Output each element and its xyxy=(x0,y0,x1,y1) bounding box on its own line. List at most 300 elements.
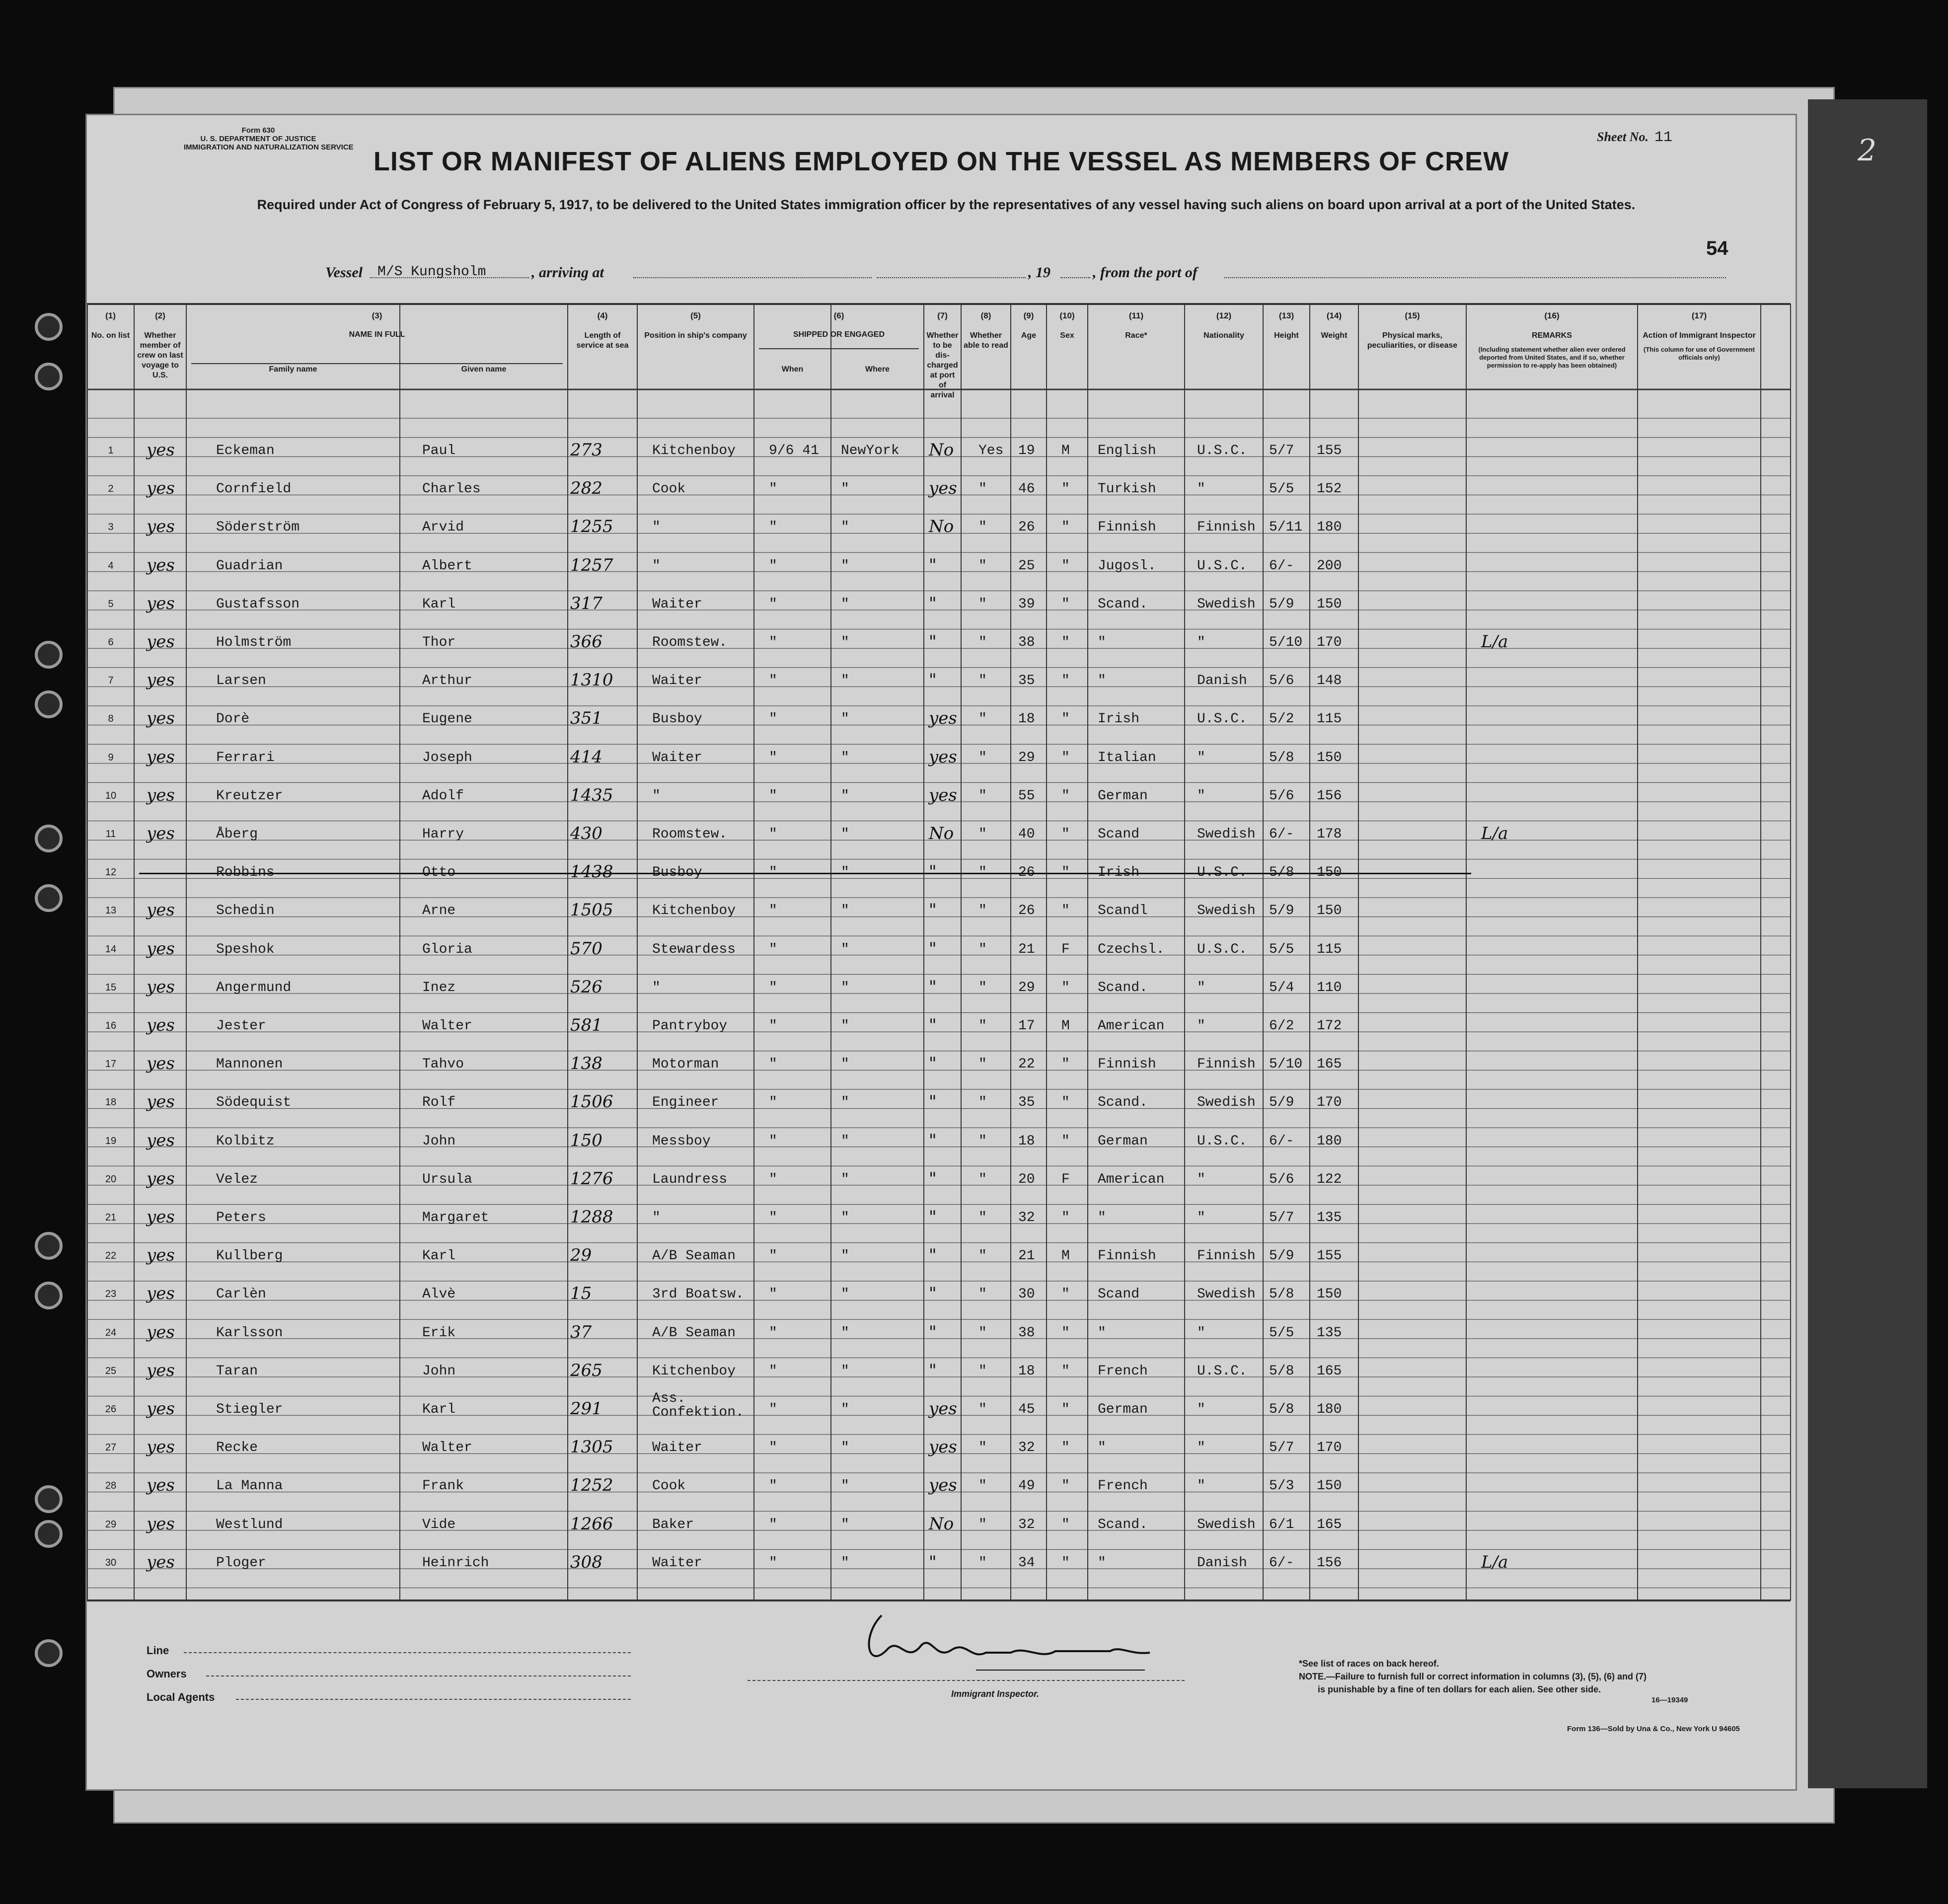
binder-hole xyxy=(35,1639,63,1667)
shipped-when-cell: " xyxy=(769,1363,777,1379)
nationality-cell: Swedish xyxy=(1197,1095,1256,1111)
weight-cell: 170 xyxy=(1317,1095,1342,1111)
position-cell: Cook xyxy=(652,481,686,497)
weight-cell: 170 xyxy=(1317,635,1342,650)
race-cell: Jugosl. xyxy=(1098,558,1156,574)
able-to-read-cell: " xyxy=(978,673,987,689)
shipped-when-cell: " xyxy=(769,1440,777,1456)
weight-cell: 156 xyxy=(1317,788,1342,804)
race-cell: Scandl xyxy=(1098,903,1148,919)
able-to-read-cell: " xyxy=(978,1325,987,1341)
height-cell: 5/6 xyxy=(1269,1171,1294,1187)
page-number: 54 xyxy=(1706,237,1728,259)
row-number-cell: 9 xyxy=(108,752,114,763)
given-name-cell: Alvè xyxy=(422,1287,456,1302)
local-agents-label: Local Agents xyxy=(147,1691,215,1703)
given-name-cell: Joseph xyxy=(422,750,472,765)
nationality-cell: " xyxy=(1197,1210,1205,1225)
given-name-cell: Arthur xyxy=(422,673,472,689)
weight-cell: 170 xyxy=(1317,1440,1342,1456)
shipped-where-cell: " xyxy=(841,1287,849,1302)
crew-last-voyage-cell: yes xyxy=(147,1284,175,1304)
column-number: (11) xyxy=(1128,311,1144,320)
height-cell: 5/9 xyxy=(1269,596,1294,612)
race-cell: German xyxy=(1098,788,1148,804)
weight-cell: 180 xyxy=(1317,1402,1342,1417)
race-cell: " xyxy=(1098,635,1106,650)
height-cell: 5/9 xyxy=(1269,1095,1294,1111)
binder-hole xyxy=(35,1282,63,1309)
shipped-when-cell: " xyxy=(769,481,777,497)
crew-last-voyage-cell: yes xyxy=(147,1245,175,1266)
height-cell: 5/10 xyxy=(1269,1057,1303,1072)
crew-last-voyage-cell: yes xyxy=(147,1360,175,1380)
crew-last-voyage-cell: yes xyxy=(147,1130,175,1150)
shipped-where-cell: " xyxy=(841,865,849,881)
penalty-note-1: NOTE.—Failure to furnish full or correct information in columns (3), (5), (6) and (7) xyxy=(1299,1672,1647,1681)
nationality-cell: " xyxy=(1197,481,1205,497)
agency-line-2: IMMIGRATION AND NATURALIZATION SERVICE xyxy=(184,143,354,152)
able-to-read-cell: " xyxy=(978,1287,987,1302)
position-cell: Stewardess xyxy=(652,941,736,957)
race-cell: Irish xyxy=(1098,711,1140,727)
shipped-where-cell: " xyxy=(841,788,849,804)
shipped-when-cell: 9/6 41 xyxy=(769,443,819,458)
position-cell: Pantryboy xyxy=(652,1018,728,1034)
sex-cell: " xyxy=(1061,1517,1070,1532)
family-name-cell: La Manna xyxy=(216,1478,283,1494)
able-to-read-cell: " xyxy=(978,1095,987,1111)
family-name-cell: Robbins xyxy=(216,865,275,881)
able-to-read-cell: " xyxy=(978,1517,987,1532)
height-cell: 5/8 xyxy=(1269,1287,1294,1302)
service-length-cell: 1257 xyxy=(570,555,613,575)
shipped-where-cell: " xyxy=(841,1402,849,1417)
service-length-cell: 414 xyxy=(570,747,602,767)
binder-hole xyxy=(35,313,63,341)
family-name-cell: Angermund xyxy=(216,980,292,995)
nationality-cell: Danish xyxy=(1197,1555,1247,1571)
race-cell: " xyxy=(1098,673,1106,689)
sheet-number-value: 11 xyxy=(1654,129,1673,146)
row-number-cell: 22 xyxy=(105,1250,117,1262)
nationality-cell: Swedish xyxy=(1197,827,1256,842)
inspector-line xyxy=(748,1679,1185,1681)
column-header: Whether able to read xyxy=(964,331,1008,350)
crew-last-voyage-cell: yes xyxy=(147,593,175,613)
age-cell: 32 xyxy=(1018,1440,1035,1456)
weight-cell: 200 xyxy=(1317,558,1342,574)
family-name-cell: Speshok xyxy=(216,941,275,957)
position-cell: Kitchenboy xyxy=(652,1363,736,1379)
discharge-cell: No xyxy=(929,517,954,537)
shipped-where-cell: " xyxy=(841,558,849,574)
weight-cell: 150 xyxy=(1317,903,1342,919)
column-number: (12) xyxy=(1216,311,1232,320)
age-cell: 45 xyxy=(1018,1402,1035,1417)
family-name-cell: Kullberg xyxy=(216,1248,283,1264)
height-cell: 5/8 xyxy=(1269,865,1294,881)
page-title: LIST OR MANIFEST OF ALIENS EMPLOYED ON THE VESSEL AS MEMBERS OF CREW xyxy=(373,147,1509,176)
discharge-cell: " xyxy=(929,938,937,959)
row-number-cell: 10 xyxy=(105,790,117,801)
row-number-cell: 12 xyxy=(105,867,117,878)
age-cell: 26 xyxy=(1018,520,1035,535)
height-cell: 6/2 xyxy=(1269,1018,1294,1034)
discharge-cell: No xyxy=(929,440,954,460)
shipped-where-cell: " xyxy=(841,827,849,842)
position-cell: Engineer xyxy=(652,1095,719,1111)
able-to-read-cell: " xyxy=(978,635,987,650)
race-cell: English xyxy=(1098,443,1156,458)
shipped-when-cell: " xyxy=(769,596,777,612)
discharge-cell: " xyxy=(929,1207,937,1227)
age-cell: 35 xyxy=(1018,1095,1035,1111)
crew-last-voyage-cell: yes xyxy=(147,440,175,460)
discharge-cell: " xyxy=(929,1054,937,1074)
weight-cell: 150 xyxy=(1317,750,1342,765)
age-cell: 17 xyxy=(1018,1018,1035,1034)
column-header: Whether member of crew on last voyage to U.S. xyxy=(137,331,183,380)
race-cell: Scand. xyxy=(1098,596,1148,612)
nationality-cell: " xyxy=(1197,1171,1205,1187)
weight-cell: 150 xyxy=(1317,1478,1342,1494)
family-name-cell: Kreutzer xyxy=(216,788,283,804)
shipped-when-cell: " xyxy=(769,520,777,535)
column-header: Position in ship's company xyxy=(644,331,747,340)
family-name-cell: Carlèn xyxy=(216,1287,266,1302)
manifest-sheet xyxy=(87,115,1796,1789)
vessel-name: M/S Kungsholm xyxy=(377,264,486,280)
shipped-when-cell: " xyxy=(769,1478,777,1494)
crew-last-voyage-cell: yes xyxy=(147,632,175,652)
family-name-cell: Dorè xyxy=(216,711,250,727)
row-number-cell: 11 xyxy=(105,829,116,839)
able-to-read-cell: " xyxy=(978,1248,987,1264)
family-name-cell: Velez xyxy=(216,1171,258,1187)
race-cell: American xyxy=(1098,1018,1165,1034)
service-length-cell: 1505 xyxy=(570,900,613,920)
position-cell: Waiter xyxy=(652,596,702,612)
family-name-cell: Gustafsson xyxy=(216,596,300,612)
weight-cell: 155 xyxy=(1317,443,1342,458)
given-name-cell: Heinrich xyxy=(422,1555,489,1571)
crew-last-voyage-cell: yes xyxy=(147,517,175,537)
given-name-cell: Karl xyxy=(422,1402,456,1417)
sex-cell: " xyxy=(1061,1402,1070,1417)
shipped-where-cell: " xyxy=(841,1210,849,1225)
service-length-cell: 15 xyxy=(570,1284,592,1304)
nationality-cell: Swedish xyxy=(1197,596,1256,612)
sex-cell: " xyxy=(1061,673,1070,689)
sex-cell: " xyxy=(1061,635,1070,650)
weight-cell: 110 xyxy=(1317,980,1342,995)
discharge-cell: yes xyxy=(929,1437,957,1457)
sex-cell: " xyxy=(1061,1440,1070,1456)
given-name-cell: Erik xyxy=(422,1325,456,1341)
column-header: No. on list xyxy=(91,331,130,340)
column-number: (16) xyxy=(1544,311,1560,320)
race-cell: Scand. xyxy=(1098,980,1148,995)
line-field xyxy=(184,1651,631,1653)
race-cell: Scand xyxy=(1098,827,1140,842)
discharge-cell: No xyxy=(929,1514,954,1534)
row-number-cell: 4 xyxy=(108,560,114,571)
binder-hole xyxy=(35,363,63,390)
shipped-when-cell: " xyxy=(769,1287,777,1302)
column-number: (17) xyxy=(1691,311,1707,320)
height-cell: 5/5 xyxy=(1269,1325,1294,1341)
discharge-cell: " xyxy=(929,1552,937,1572)
age-cell: 29 xyxy=(1018,750,1035,765)
crew-last-voyage-cell: yes xyxy=(147,478,175,499)
shipped-when-cell: " xyxy=(769,1095,777,1111)
position-cell: Messboy xyxy=(652,1133,711,1149)
nationality-cell: " xyxy=(1197,1018,1205,1034)
column-number: (8) xyxy=(980,311,991,320)
sex-cell: " xyxy=(1061,711,1070,727)
binder-hole xyxy=(35,1485,63,1513)
sex-cell: " xyxy=(1061,1555,1070,1571)
weight-cell: 165 xyxy=(1317,1363,1342,1379)
weight-cell: 122 xyxy=(1317,1171,1342,1187)
service-length-cell: 317 xyxy=(570,593,602,613)
shipped-when-cell: " xyxy=(769,903,777,919)
shipped-when-cell: " xyxy=(769,1171,777,1187)
able-to-read-cell: " xyxy=(978,558,987,574)
row-number-cell: 6 xyxy=(108,637,114,648)
crew-last-voyage-cell: yes xyxy=(147,977,175,997)
shipped-where-cell: " xyxy=(841,596,849,612)
row-number-cell: 18 xyxy=(105,1097,117,1108)
service-length-cell: 430 xyxy=(570,824,602,843)
crew-last-voyage-cell: yes xyxy=(147,1514,175,1534)
race-cell: Irish xyxy=(1098,865,1140,881)
sex-cell: " xyxy=(1061,903,1070,919)
height-cell: 5/8 xyxy=(1269,1363,1294,1379)
shipped-when-cell: " xyxy=(769,980,777,995)
sex-cell: F xyxy=(1061,941,1070,957)
shipped-where-cell: " xyxy=(841,673,849,689)
column-number: (10) xyxy=(1059,311,1075,320)
shipped-when-cell: " xyxy=(769,1517,777,1532)
shipped-where-cell: " xyxy=(841,980,849,995)
age-cell: 21 xyxy=(1018,941,1035,957)
crew-last-voyage-cell: yes xyxy=(147,1475,175,1496)
given-name-cell: Arne xyxy=(422,903,456,919)
position-cell: Roomstew. xyxy=(652,635,728,650)
age-cell: 29 xyxy=(1018,980,1035,995)
crew-last-voyage-cell: yes xyxy=(147,1168,175,1189)
age-cell: 40 xyxy=(1018,827,1035,842)
family-name-cell: Peters xyxy=(216,1210,266,1225)
given-name-cell: Otto xyxy=(422,865,456,881)
given-name-cell: Karl xyxy=(422,1248,456,1264)
weight-cell: 172 xyxy=(1317,1018,1342,1034)
discharge-cell: " xyxy=(929,670,937,690)
shipped-when-cell: " xyxy=(769,673,777,689)
crew-last-voyage-cell: yes xyxy=(147,1437,175,1457)
weight-cell: 135 xyxy=(1317,1325,1342,1341)
column-header: Weight xyxy=(1321,331,1348,340)
height-cell: 5/3 xyxy=(1269,1478,1294,1494)
sex-cell: " xyxy=(1061,1478,1070,1494)
service-length-cell: 1438 xyxy=(570,862,613,882)
race-cell: German xyxy=(1098,1133,1148,1149)
race-cell: Scand. xyxy=(1098,1517,1148,1532)
weight-cell: 155 xyxy=(1317,1248,1342,1264)
column-number: (14) xyxy=(1326,311,1342,320)
able-to-read-cell: " xyxy=(978,1478,987,1494)
sex-cell: " xyxy=(1061,827,1070,842)
shipped-when-cell: " xyxy=(769,635,777,650)
shipped-when-cell: " xyxy=(769,1248,777,1264)
position-cell: Roomstew. xyxy=(652,827,728,842)
column-number: (6) xyxy=(833,311,844,320)
margin-mark: 2 xyxy=(1858,133,1877,168)
sex-cell: " xyxy=(1061,481,1070,497)
column-header: Sex xyxy=(1060,331,1074,340)
service-length-cell: 351 xyxy=(570,708,602,729)
shipped-where-cell: " xyxy=(841,903,849,919)
service-length-cell: 273 xyxy=(570,440,602,460)
age-cell: 49 xyxy=(1018,1478,1035,1494)
able-to-read-cell: " xyxy=(978,1402,987,1417)
row-number-cell: 8 xyxy=(108,713,114,725)
weight-cell: 115 xyxy=(1317,711,1342,727)
service-length-cell: 1288 xyxy=(570,1207,613,1227)
nationality-cell: U.S.C. xyxy=(1197,1363,1247,1379)
age-cell: 34 xyxy=(1018,1555,1035,1571)
column-number: (13) xyxy=(1278,311,1294,320)
given-name-cell: John xyxy=(422,1133,456,1149)
sex-cell: " xyxy=(1061,1210,1070,1225)
position-cell: " xyxy=(652,558,661,574)
able-to-read-cell: " xyxy=(978,481,987,497)
age-cell: 32 xyxy=(1018,1210,1035,1225)
column-subheader: Given name xyxy=(461,365,507,374)
crew-last-voyage-cell: yes xyxy=(147,1399,175,1419)
family-name-cell: Ploger xyxy=(216,1555,266,1571)
discharge-cell: " xyxy=(929,862,937,882)
family-name-cell: Mannonen xyxy=(216,1057,283,1072)
able-to-read-cell: " xyxy=(978,711,987,727)
race-cell: Turkish xyxy=(1098,481,1156,497)
column-number: (2) xyxy=(155,311,165,320)
shipped-where-cell: " xyxy=(841,1325,849,1341)
crew-last-voyage-cell: yes xyxy=(147,1207,175,1227)
height-cell: 5/8 xyxy=(1269,750,1294,765)
service-length-cell: 1305 xyxy=(570,1437,613,1457)
column-number: (5) xyxy=(690,311,701,320)
column-header: NAME IN FULL xyxy=(349,330,405,339)
from-port-label: , from the port of xyxy=(1093,264,1198,281)
position-cell: 3rd Boatsw. xyxy=(652,1287,744,1302)
family-name-cell: Taran xyxy=(216,1363,258,1379)
shipped-when-cell: " xyxy=(769,1210,777,1225)
shipped-when-cell: " xyxy=(769,711,777,727)
binder-hole xyxy=(35,825,63,852)
able-to-read-cell: Yes xyxy=(978,443,1004,458)
age-cell: 38 xyxy=(1018,635,1035,650)
height-cell: 5/6 xyxy=(1269,673,1294,689)
service-length-cell: 570 xyxy=(570,938,602,959)
shipped-where-cell: " xyxy=(841,1363,849,1379)
nationality-cell: " xyxy=(1197,980,1205,995)
height-cell: 5/8 xyxy=(1269,1402,1294,1417)
column-header: Height xyxy=(1274,331,1299,340)
crew-last-voyage-cell: yes xyxy=(147,555,175,575)
weight-cell: 150 xyxy=(1317,1287,1342,1302)
weight-cell: 148 xyxy=(1317,673,1342,689)
column-header: Length of service at sea xyxy=(576,331,629,350)
nationality-cell: " xyxy=(1197,788,1205,804)
height-cell: 5/5 xyxy=(1269,941,1294,957)
column-number: (15) xyxy=(1405,311,1420,320)
nationality-cell: U.S.C. xyxy=(1197,1133,1247,1149)
inspector-label: Immigrant Inspector. xyxy=(951,1689,1040,1699)
shipped-where-cell: " xyxy=(841,635,849,650)
shipped-where-cell: " xyxy=(841,1018,849,1034)
nationality-cell: " xyxy=(1197,750,1205,765)
given-name-cell: Tahvo xyxy=(422,1057,464,1072)
column-header: REMARKS xyxy=(1532,331,1572,340)
column-header: Nationality xyxy=(1203,331,1244,340)
row-number-cell: 5 xyxy=(108,598,114,609)
column-subheader: (Including statement whether alien ever ordered deported from United States, and if so, whether permission to re-apply has been obtained) xyxy=(1478,346,1626,369)
binder-hole xyxy=(35,641,63,669)
discharge-cell: " xyxy=(929,555,937,575)
position-cell: Busboy xyxy=(652,711,702,727)
height-cell: 5/2 xyxy=(1269,711,1294,727)
page-subtitle: Required under Act of Congress of February 5, 1917, to be delivered to the United States immigration officer by the representatives of any vessel having such aliens on board upon arrival at a port of the United States. xyxy=(257,197,1636,212)
age-cell: 20 xyxy=(1018,1171,1035,1187)
shipped-where-cell: " xyxy=(841,1517,849,1532)
family-name-cell: Jester xyxy=(216,1018,266,1034)
sex-cell: " xyxy=(1061,750,1070,765)
race-cell: " xyxy=(1098,1325,1106,1341)
service-length-cell: 282 xyxy=(570,478,602,499)
row-number-cell: 16 xyxy=(105,1020,117,1031)
able-to-read-cell: " xyxy=(978,1363,987,1379)
nationality-cell: Swedish xyxy=(1197,1517,1256,1532)
height-cell: 6/1 xyxy=(1269,1517,1294,1532)
service-length-cell: 526 xyxy=(570,977,602,997)
discharge-cell: yes xyxy=(929,747,957,767)
crew-last-voyage-cell: yes xyxy=(147,1552,175,1572)
column-header: Age xyxy=(1021,331,1037,340)
races-note: *See list of races on back hereof. xyxy=(1299,1659,1439,1669)
sex-cell: F xyxy=(1061,1171,1070,1187)
binder-hole xyxy=(35,1232,63,1260)
age-cell: 26 xyxy=(1018,865,1035,881)
discharge-cell: " xyxy=(929,1092,937,1112)
given-name-cell: Albert xyxy=(422,558,472,574)
height-cell: 5/6 xyxy=(1269,788,1294,804)
sex-cell: " xyxy=(1061,788,1070,804)
column-number: (4) xyxy=(597,311,608,320)
shipped-where-cell: " xyxy=(841,941,849,957)
service-length-cell: 366 xyxy=(570,632,602,652)
binder-hole xyxy=(35,1520,63,1548)
nationality-cell: Finnish xyxy=(1197,1057,1256,1072)
column-subheader: When xyxy=(781,365,804,374)
column-subheader: Family name xyxy=(269,365,317,374)
row-number-cell: 13 xyxy=(105,905,117,916)
penalty-note-2: is punishable by a fine of ten dollars for each alien. See other side. xyxy=(1318,1684,1601,1694)
row-number-cell: 19 xyxy=(105,1135,117,1146)
shipped-where-cell: " xyxy=(841,1248,849,1264)
